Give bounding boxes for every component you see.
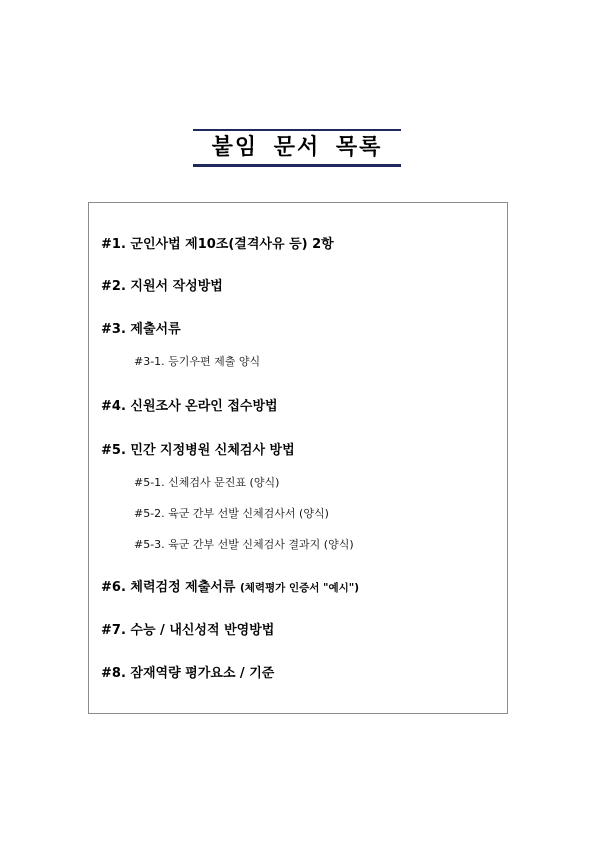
sub-item-5-3-label: #5-3. 육군 간부 선발 신체검사 결과지 (양식) — [134, 538, 354, 551]
list-item-1 — [101, 238, 334, 251]
list-item-6-suffix: (체력평가 인증서 "예시") — [239, 582, 360, 594]
list-item-5-label: #5. 민간 지정병원 신체검사 방법 — [101, 443, 295, 458]
sub-item-5-1-label: #5-1. 신체검사 문진표 (양식) — [134, 476, 280, 489]
list-item-8-label: #8. 잠재역량 평가요소 / 기준 — [101, 666, 275, 681]
list-item-2-label: #2. 지원서 작성방법 — [101, 279, 223, 294]
sub-item-5-1 — [134, 477, 279, 488]
list-item-5 — [101, 444, 295, 457]
list-item-3-label: #3. 제출서류 — [101, 322, 181, 337]
list-item-4-label: #4. 신원조사 온라인 접수방법 — [101, 399, 278, 414]
document-title: 붙임 문서 목록 — [211, 134, 383, 160]
sub-item-3-1 — [134, 356, 260, 367]
attachment-list-box — [88, 202, 508, 714]
list-item-6-label: #6. 체력검정 제출서류 — [101, 580, 236, 595]
list-item-7 — [101, 624, 274, 637]
list-item-3 — [101, 323, 181, 336]
list-item-4 — [101, 400, 278, 413]
sub-item-5-3 — [134, 539, 354, 550]
sub-item-5-2 — [134, 508, 329, 519]
list-item-1-label: #1. 군인사법 제10조(결격사유 등) 2항 — [101, 237, 334, 252]
sub-item-3-1-label: #3-1. 등기우편 제출 양식 — [134, 355, 261, 368]
list-item-8 — [101, 667, 274, 680]
list-item-7-label: #7. 수능 / 내신성적 반영방법 — [101, 623, 275, 638]
document-title-box — [193, 129, 401, 167]
list-item-2 — [101, 280, 223, 293]
list-item-6 — [101, 581, 359, 594]
sub-item-5-2-label: #5-2. 육군 간부 선발 신체검사서 (양식) — [134, 507, 329, 520]
